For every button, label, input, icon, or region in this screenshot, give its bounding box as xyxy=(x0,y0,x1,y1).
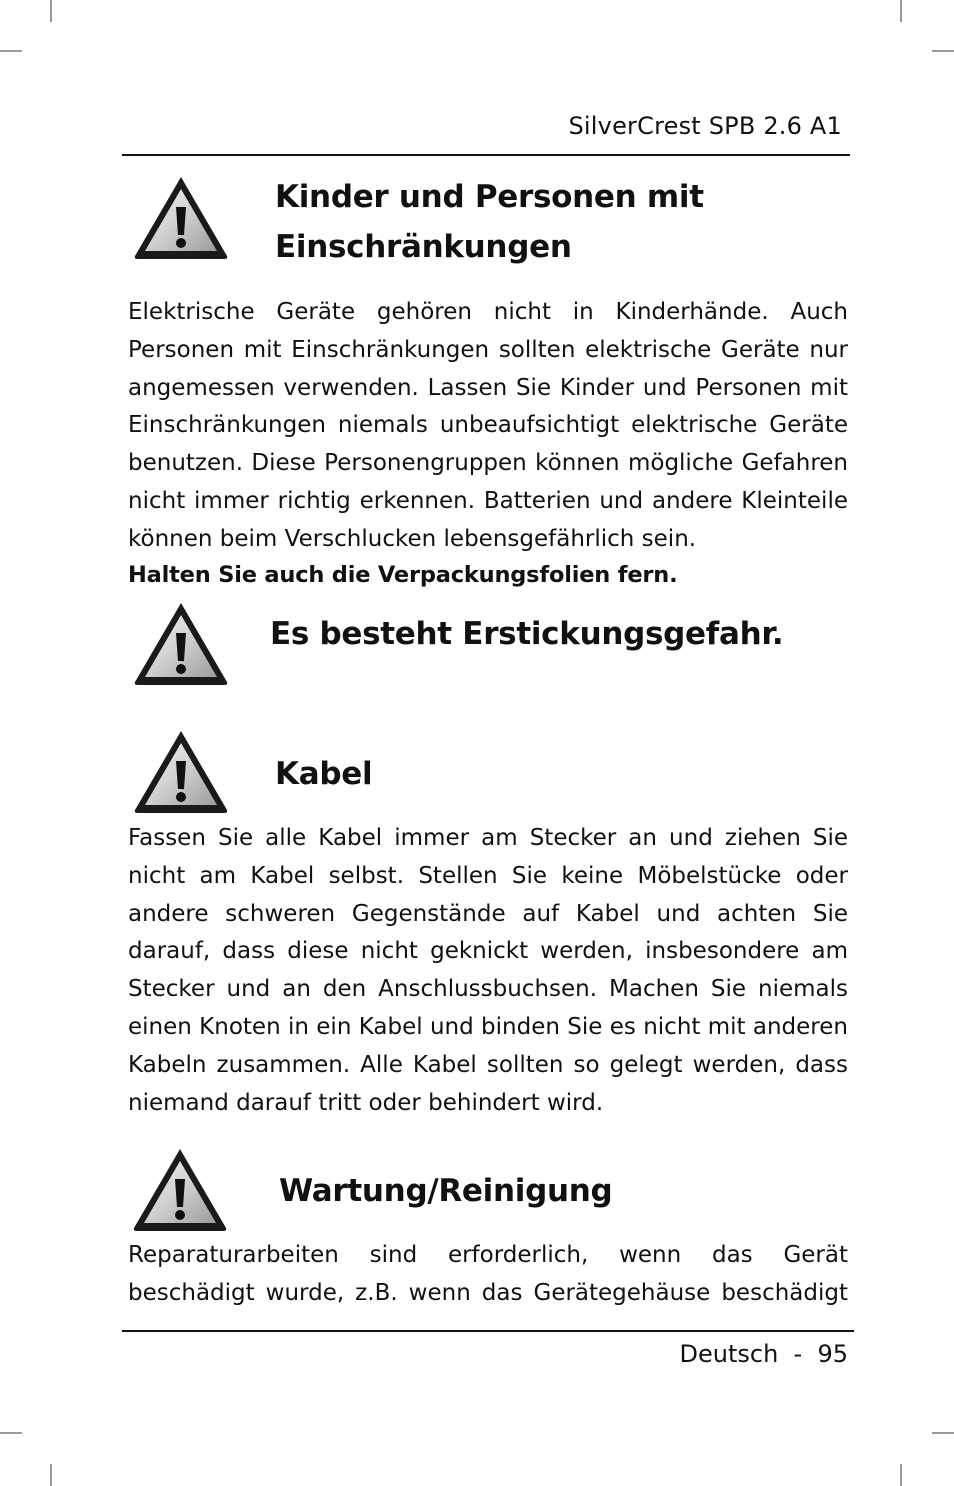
warning-triangle-icon xyxy=(132,174,230,260)
crop-mark-top-right-v xyxy=(900,0,902,22)
crop-mark-bottom-right-h xyxy=(932,1432,954,1434)
section-heading-kabel: Kabel xyxy=(275,756,373,792)
crop-mark-top-right-h xyxy=(932,50,954,52)
crop-mark-top-left-h xyxy=(0,50,22,52)
section-heading-kinder: Kinder und Personen mit Einschränkungen xyxy=(275,179,704,265)
warning-triangle-icon xyxy=(131,1146,229,1232)
crop-mark-bottom-left-h xyxy=(0,1432,22,1434)
header-rule xyxy=(122,154,850,156)
crop-mark-bottom-right-v xyxy=(900,1464,902,1486)
page-footer: Deutsch - 95 xyxy=(679,1340,848,1368)
warning-triangle-icon xyxy=(132,600,230,686)
footer-rule xyxy=(122,1330,854,1332)
running-header: SilverCrest SPB 2.6 A1 xyxy=(568,112,842,140)
section-heading-erstickungsgefahr: Es besteht Erstickungsgefahr. xyxy=(270,616,784,652)
crop-mark-bottom-left-v xyxy=(50,1464,52,1486)
crop-mark-top-left-v xyxy=(50,0,52,22)
paragraph-kabel: Fassen Sie alle Kabel immer am Stecker an und ziehen Sie nicht am Kabel selbst. Stellen Sie keine Möbelstücke oder andere schweren Gegenstände auf Kabel und achten Sie darauf, dass diese nicht geknickt werden, insbesondere am Stecker und an den Anschlussbuchsen. Machen Sie niemals einen Knoten in ein Kabel und binden Sie es nicht mit anderen Kabeln zusammen. Alle Kabel sollten so gelegt werden, dass niemand darauf tritt oder behindert wird. xyxy=(128,825,848,1116)
paragraph-wartung: Reparaturarbeiten sind erforderlich, wenn das Gerät beschädigt wurde, z.B. wenn das Gerätegehäuse beschädigt xyxy=(128,1242,848,1306)
emphasis-verpackungsfolien: Halten Sie auch die Verpackungsfolien fern. xyxy=(128,562,678,588)
section-heading-wartung: Wartung/Reinigung xyxy=(279,1173,613,1209)
paragraph-kinder: Elektrische Geräte gehören nicht in Kinderhände. Auch Personen mit Einschränkungen sollten elektrische Geräte nur angemessen verwenden. Lassen Sie Kinder und Personen mit Einschränkungen niemals unbeaufsichtigt elektrische Geräte benutzen. Diese Personengruppen können mögliche Gefahren nicht immer richtig erkennen. Batterien und andere Kleinteile können beim Verschlucken lebensgefährlich sein. xyxy=(128,299,848,552)
warning-triangle-icon xyxy=(132,728,230,814)
